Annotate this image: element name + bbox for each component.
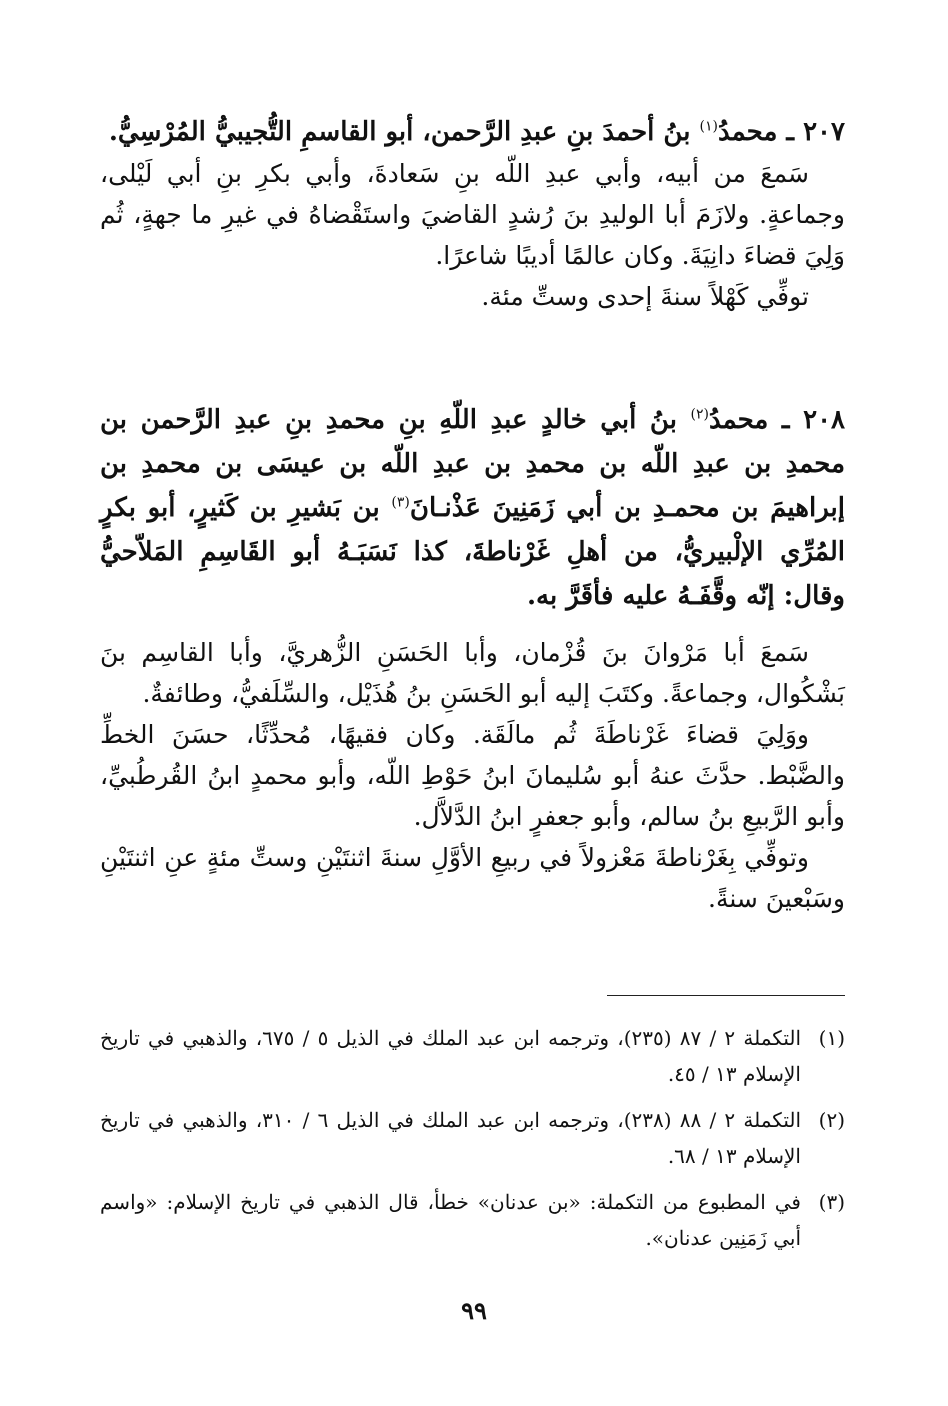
- footnote-text: التكملة ٢ / ٨٧ (٢٣٥)، وترجمه ابن عبد الملك في الذيل ٥ / ٦٧٥، والذهبي في تاريخ الإسلام ١٣ / ٤٥.: [100, 1026, 802, 1086]
- entry-207: [100, 112, 845, 317]
- entry-207-paragraph-2: توفِّي كَهْلاً سنةَ إحدى وستِّ مئة.: [481, 282, 809, 311]
- entry-208-paragraph-1: سَمعَ أبا مَرْوانَ بنَ قُزْمان، وأبا الحَسَنِ الزُّهريَّ، وأبا القاسِم بنَ بَشْكُوال، وجماعةً. وكتَبَ إليه أبو الحَسَنِ بنُ هُذَيْل، والسِّلَفيُّ، وطائفةٌ.: [100, 638, 845, 708]
- footnote-text: في المطبوع من التكملة: «بن عدنان» خطأ، قال الذهبي في تاريخ الإسلام: «واسم أبي زَمَنِين عدنان».: [100, 1190, 801, 1250]
- entry-208-heading-middle: بنُ أبي خالدٍ عبدِ اللّهِ بنِ محمدِ بنِ عبدِ الرَّحمن بن محمدِ بن عبدِ اللّه بن محمدِ بن عبدِ اللّه بن عيسَى بن محمدِ بن إبراهيمَ بن محمـدِ بن أبي زَمَنِينَ عَذْنـانَ: [100, 405, 845, 523]
- footnote-text: التكملة ٢ / ٨٨ (٢٣٨)، وترجمه ابن عبد الملك في الذيل ٦ / ٣١٠، والذهبي في تاريخ الإسلام ١٣ / ٦٨.: [100, 1108, 802, 1168]
- footnote-number: (٢): [818, 1108, 845, 1132]
- page-number: ٩٩: [461, 1296, 487, 1325]
- footnote-1: [100, 1020, 845, 1092]
- footnotes: [100, 1020, 845, 1266]
- entry-208: [100, 398, 845, 919]
- footnote-2: [100, 1102, 845, 1174]
- entry-208-heading-rest: بن بَشيرِ بن كَثيرٍ، أبو بكرٍ المُرِّي الإلْبيريُّ، من أهلِ غَرْناطةَ، كذا نَسَبَـهُ أبو القَاسِمِ المَلاّحيُّ وقال: إنّه وقَّفَـهُ عليه فأقَرَّ به.: [100, 493, 845, 611]
- entry-207-heading-start: ٢٠٧ ـ محمدُ: [717, 117, 845, 147]
- footnote-number: (٣): [818, 1190, 845, 1214]
- entry-208-paragraph-3: وتوفِّي بِغَرْناطةَ مَعْزولاً في ربيعِ الأوَّلِ سنةَ اثنتَيْنِ وستِّ مئةٍ عنِ اثنتَيْنِ وسَبْعينَ سنةً.: [100, 843, 845, 913]
- entry-208-heading: [100, 398, 845, 618]
- footnote-separator: [607, 995, 845, 996]
- entry-208-paragraph-2: ووَلِيَ قضاءَ غَرْناطَةَ ثُم مالَقَة. وكان فقيهًا، مُحدِّثًا، حسَنَ الخطِّ والضَّبْط. حدَّثَ عنهُ أبو سُليمانَ ابنُ حَوْطِ اللّه، وأبو محمدٍ ابنُ القُرطُبيِّ، وأبو الرَّبيعِ بنُ سالم، وأبو جعفرٍ ابنُ الدَّلاَّل.: [100, 720, 845, 831]
- entry-208-heading-start: ٢٠٨ ـ محمدُ: [708, 405, 846, 435]
- footnote-3: [100, 1184, 845, 1256]
- footnote-ref-2: (٢): [690, 406, 709, 423]
- footnote-ref-3: (٣): [391, 494, 410, 511]
- footnote-number: (١): [818, 1026, 845, 1050]
- entry-207-paragraph-1: سَمعَ من أبيه، وأبي عبدِ اللّه بنِ سَعادةَ، وأبي بكرِ بنِ أبي لَيْلى، وجماعةٍ. ولازَمَ أبا الوليدِ بنَ رُشدٍ القاضيَ واستَقْضاهُ في غيرِ ما جهةٍ، ثُم وَلِيَ قضاءَ دانِيَةَ. وكان عالمًا أديبًا شاعرًا.: [100, 159, 845, 270]
- entry-207-heading: [100, 112, 845, 153]
- entry-207-heading-rest: بنُ أحمدَ بنِ عبدِ الرَّحمن، أبو القاسمِ التُّجيبيُّ المُرْسِيُّ.: [108, 117, 700, 147]
- footnote-ref-1: (١): [699, 118, 718, 135]
